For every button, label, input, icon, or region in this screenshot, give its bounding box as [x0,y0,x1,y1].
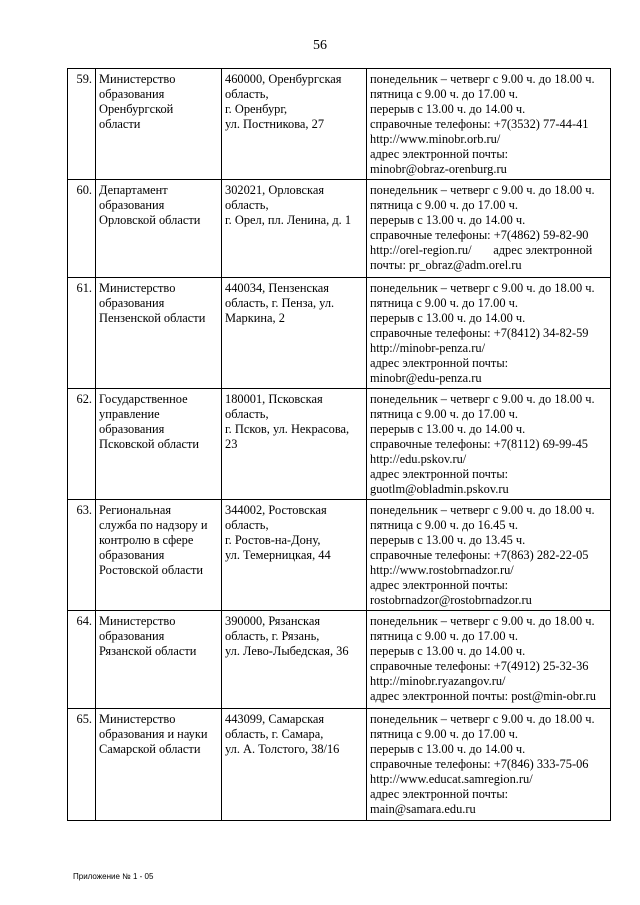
row-number: 65. [68,709,96,821]
address-line: область, [225,87,269,101]
schedule-line: понедельник – четверг с 9.00 ч. до 18.00 ч. [370,503,595,517]
row-number: 63. [68,500,96,611]
organization-line: Оренбургской [99,102,174,116]
schedule-cell [367,500,611,611]
address-line: ул. Темерницкая, 44 [225,548,331,562]
organization-line: контролю в сфере [99,533,194,547]
address-line: г. Ростов-на-Дону, [225,533,321,547]
organization-line: Орловской области [99,213,201,227]
schedule-line: пятница с 9.00 ч. до 17.00 ч. [370,87,518,101]
address-cell [222,611,367,709]
organization-line: Ростовской области [99,563,204,577]
schedule-line: справочные телефоны: +7(846) 333-75-06 [370,757,589,771]
schedule-line: справочные телефоны: +7(4912) 25-32-36 [370,659,589,673]
schedule-line: http://minobr.ryazangov.ru/ [370,674,506,688]
footer-note: Приложение № 1 - 05 [73,872,154,881]
organization-line: образования [99,629,165,643]
address-line: г. Орел, пл. Ленина, д. 1 [225,213,352,227]
table-row [68,278,611,389]
organization-line: Пензенской области [99,311,206,325]
address-cell [222,69,367,180]
schedule-line: адрес электронной почты: [370,578,509,592]
organization-line: образования [99,198,165,212]
organization-line: Департамент [99,183,168,197]
table-row [68,69,611,180]
schedule-line: перерыв с 13.00 ч. до 14.00 ч. [370,644,526,658]
organization-line: Региональная [99,503,172,517]
schedule-cell [367,389,611,500]
schedule-line: http://edu.pskov.ru/ [370,452,467,466]
organization-cell [96,709,222,821]
schedule-cell [367,180,611,278]
schedule-line: пятница с 9.00 ч. до 16.45 ч. [370,518,518,532]
schedule-line: http://www.educat.samregion.ru/ [370,772,533,786]
address-line: 180001, Псковская [225,392,323,406]
schedule-line: адрес электронной почты: [370,787,509,801]
address-line: 443099, Самарская [225,712,325,726]
schedule-line: перерыв с 13.00 ч. до 14.00 ч. [370,742,526,756]
schedule-line: понедельник – четверг с 9.00 ч. до 18.00 ч. [370,281,595,295]
schedule-line: почты: pr_obraz@adm.orel.ru [370,258,522,272]
organization-line: области [99,117,141,131]
schedule-line: перерыв с 13.00 ч. до 14.00 ч. [370,311,526,325]
address-line: область, [225,198,269,212]
schedule-line: справочные телефоны: +7(8412) 34-82-59 [370,326,589,340]
registry-table [67,68,611,821]
address-line: область, [225,407,269,421]
schedule-line: справочные телефоны: +7(3532) 77-44-41 [370,117,589,131]
schedule-cell [367,69,611,180]
organization-line: Рязанской области [99,644,197,658]
schedule-line: main@samara.edu.ru [370,802,476,816]
address-line: 344002, Ростовская [225,503,327,517]
organization-line: Самарской области [99,742,201,756]
schedule-line: понедельник – четверг с 9.00 ч. до 18.00 ч. [370,392,595,406]
address-line: 23 [225,437,238,451]
schedule-line: пятница с 9.00 ч. до 17.00 ч. [370,407,518,421]
organization-line: служба по надзору и [99,518,208,532]
schedule-line: minobr@obraz-orenburg.ru [370,162,507,176]
address-line: область, [225,518,269,532]
organization-cell [96,180,222,278]
page-number: 56 [313,38,327,53]
organization-line: образования [99,422,165,436]
organization-line: Министерство [99,281,176,295]
organization-line: образования [99,296,165,310]
organization-line: образования и науки [99,727,208,741]
schedule-line: пятница с 9.00 ч. до 17.00 ч. [370,629,518,643]
schedule-line: адрес электронной почты: [370,147,509,161]
address-line: 302021, Орловская [225,183,325,197]
row-number: 59. [68,69,96,180]
schedule-line: пятница с 9.00 ч. до 17.00 ч. [370,198,518,212]
schedule-line: перерыв с 13.00 ч. до 14.00 ч. [370,422,526,436]
address-line: ул. Лево-Лыбедская, 36 [225,644,349,658]
organization-line: Государственное [99,392,188,406]
address-line: ул. Постникова, 27 [225,117,325,131]
schedule-line: перерыв с 13.00 ч. до 14.00 ч. [370,213,526,227]
table-row [68,500,611,611]
table-row [68,389,611,500]
schedule-cell [367,709,611,821]
address-line: г. Псков, ул. Некрасова, [225,422,350,436]
organization-line: образования [99,548,165,562]
schedule-line: пятница с 9.00 ч. до 17.00 ч. [370,296,518,310]
organization-line: Министерство [99,72,176,86]
schedule-line: понедельник – четверг с 9.00 ч. до 18.00 ч. [370,712,595,726]
schedule-line: guotlm@obladmin.pskov.ru [370,482,509,496]
organization-cell [96,278,222,389]
address-line: Маркина, 2 [225,311,285,325]
schedule-line: справочные телефоны: +7(863) 282-22-05 [370,548,589,562]
address-cell [222,500,367,611]
organization-line: Псковской области [99,437,200,451]
row-number: 62. [68,389,96,500]
schedule-line: адрес электронной почты: [370,467,509,481]
schedule-line: minobr@edu-penza.ru [370,371,482,385]
schedule-line: понедельник – четверг с 9.00 ч. до 18.00 ч. [370,183,595,197]
address-cell [222,278,367,389]
address-line: область, г. Самара, [225,727,324,741]
schedule-line: http://minobr-penza.ru/ [370,341,486,355]
schedule-line: перерыв с 13.00 ч. до 13.45 ч. [370,533,526,547]
schedule-line: адрес электронной почты: post@min-obr.ru [370,689,596,703]
organization-cell [96,69,222,180]
organization-line: управление [99,407,160,421]
row-number: 61. [68,278,96,389]
schedule-line: http://www.minobr.orb.ru/ [370,132,501,146]
schedule-line: http://www.rostobrnadzor.ru/ [370,563,514,577]
schedule-line: справочные телефоны: +7(8112) 69-99-45 [370,437,588,451]
schedule-cell [367,611,611,709]
address-cell [222,389,367,500]
table-row [68,180,611,278]
address-line: область, г. Рязань, [225,629,320,643]
schedule-cell [367,278,611,389]
organization-cell [96,500,222,611]
address-line: 390000, Рязанская [225,614,321,628]
table-row [68,709,611,821]
address-line: 440034, Пензенская [225,281,330,295]
organization-line: образования [99,87,165,101]
schedule-line: http://orel-region.ru/ адрес электронной [370,243,593,257]
organization-line: Министерство [99,614,176,628]
organization-line: Министерство [99,712,176,726]
schedule-line: понедельник – четверг с 9.00 ч. до 18.00 ч. [370,72,595,86]
table-row [68,611,611,709]
address-cell [222,709,367,821]
address-line: 460000, Оренбургская [225,72,342,86]
organization-cell [96,389,222,500]
address-cell [222,180,367,278]
row-number: 64. [68,611,96,709]
address-line: г. Оренбург, [225,102,288,116]
schedule-line: перерыв с 13.00 ч. до 14.00 ч. [370,102,526,116]
schedule-line: пятница с 9.00 ч. до 17.00 ч. [370,727,518,741]
organization-cell [96,611,222,709]
schedule-line: понедельник – четверг с 9.00 ч. до 18.00 ч. [370,614,595,628]
schedule-line: справочные телефоны: +7(4862) 59-82-90 [370,228,589,242]
address-line: область, г. Пенза, ул. [225,296,335,310]
schedule-line: адрес электронной почты: [370,356,509,370]
row-number: 60. [68,180,96,278]
registry-body [68,69,611,821]
address-line: ул. А. Толстого, 38/16 [225,742,340,756]
schedule-line: rostobrnadzor@rostobrnadzor.ru [370,593,532,607]
